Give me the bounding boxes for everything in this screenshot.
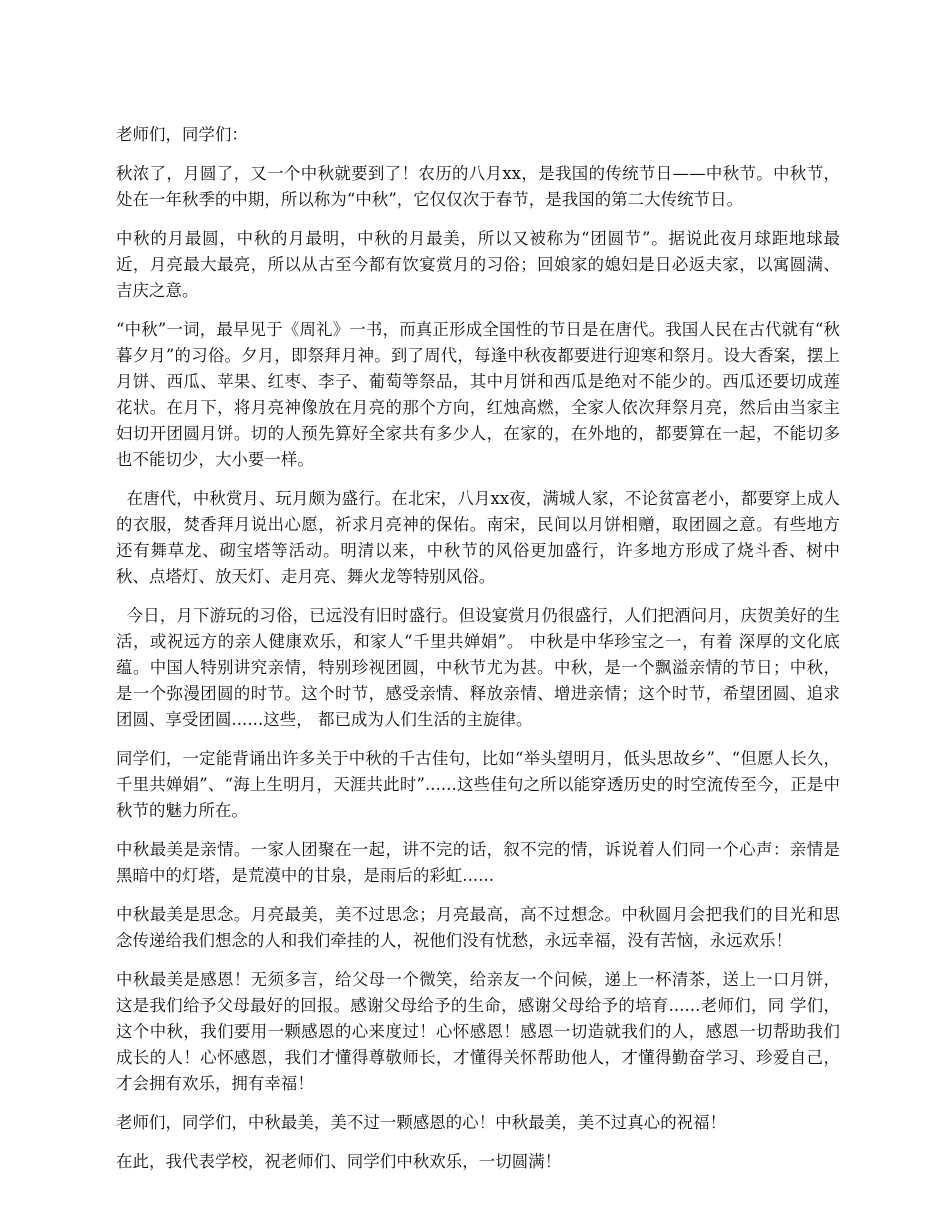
poems-paragraph: 同学们，一定能背诵出许多关于中秋的千古佳句，比如“举头望明月，低头思故乡”、“但愿人长久，千里共婵娟”、“海上生明月，天涯共此时”......这些佳句之所以能穿透历史的时空流传至今，正是中秋节的魅力所在。 [116,749,840,820]
history-paragraph: “中秋”一词，最早见于《周礼》一书，而真正形成全国性的节日是在唐代。我国人民在古代就有“秋暮夕月”的习俗。夕月，即祭拜月神。到了周代，每逢中秋夜都要进行迎寒和祭月。设大香案，摆上月饼、西瓜、苹果、红枣、李子、葡萄等祭品，其中月饼和西瓜是绝对不能少的。西瓜还要切成莲花状。在月下，将月亮神像放在月亮的那个方向，红烛高燃，全家人依次拜祭月亮，然后由当家主妇切开团圆月饼。切的人预先算好全家共有多少人，在家的，在外地的，都要算在一起，不能切多也不能切少，大小要一样。 [116,320,840,469]
longing-paragraph: 中秋最美是思念。月亮最美，美不过思念；月亮最高，高不过想念。中秋圆月会把我们的目光和思念传递给我们想念的人和我们牵挂的人，祝他们没有忧愁，永远幸福，没有苦恼，永远欢乐！ [116,905,840,950]
reunion-festival-paragraph: 中秋的月最圆，中秋的月最明，中秋的月最美，所以又被称为“团圆节”。据说此夜月球距地球最近，月亮最大最亮，所以从古至今都有饮宴赏月的习俗；回娘家的媳妇是日必返夫家，以寓圆满、吉庆之意。 [116,229,840,300]
closing-paragraph: 老师们，同学们，中秋最美，美不过一颗感恩的心！中秋最美，美不过真心的祝福！ [116,1113,727,1132]
modern-customs-paragraph: 今日，月下游玩的习俗，已远没有旧时盛行。但设宴赏月仍很盛行，人们把酒问月，庆贺美好的生活，或祝远方的亲人健康欢乐，和家人“千里共婵娟”。 中秋是中华珍宝之一，有着 深厚的文化底蕴。中国人特别讲究亲情，特别珍视团圆，中秋节尤为甚。中秋，是一个飘溢亲情的节日；中秋，是一个弥漫团圆的时节。这个时节，感受亲情、释放亲情、增进亲情；这个时节，希望团圆、追求团圆、享受团圆......这些， 都已成为人们生活的主旋律。 [116,606,840,729]
tang-song-customs-paragraph: 在唐代，中秋赏月、玩月颇为盛行。在北宋，八月xx夜，满城人家，不论贫富老小，都要穿上成人的衣服，焚香拜月说出心愿，祈求月亮神的保佑。南宋，民间以月饼相赠，取团圆之意。有些地方还有舞草龙、砌宝塔等活动。明清以来，中秋节的风俗更加盛行，许多地方形成了烧斗香、树中秋、点塔灯、放天灯、走月亮、舞火龙等特别风俗。 [116,489,840,586]
blessing-paragraph: 在此，我代表学校，祝老师们、同学们中秋欢乐，一切圆满！ [116,1152,562,1171]
greeting-paragraph: 老师们，同学们： [116,125,248,144]
document-body [116,122,840,1188]
gratitude-paragraph: 中秋最美是感恩！无须多言，给父母一个微笑，给亲友一个问候，递上一杯清茶，送上一口月饼，这是我们给予父母最好的回报。感谢父母给予的生命，感谢父母给予的培育......老师们，同 学们，这个中秋，我们要用一颗感恩的心来度过！心怀感恩！感恩一切造就我们的人，感恩一切帮助我们成长的人！心怀感恩，我们才懂得尊敬师长，才懂得关怀帮助他人，才懂得勤奋学习、珍爱自己，才会拥有欢乐，拥有幸福！ [116,970,840,1093]
intro-paragraph: 秋浓了，月圆了，又一个中秋就要到了！农历的八月xx，是我国的传统节日——中秋节。中秋节，处在一年秋季的中期，所以称为“中秋”，它仅仅次于春节，是我国的第二大传统节日。 [116,164,840,209]
family-love-paragraph: 中秋最美是亲情。一家人团聚在一起，讲不完的话，叙不完的情，诉说着人们同一个心声：亲情是黑暗中的灯塔，是荒漠中的甘泉，是雨后的彩虹...... [116,840,840,885]
